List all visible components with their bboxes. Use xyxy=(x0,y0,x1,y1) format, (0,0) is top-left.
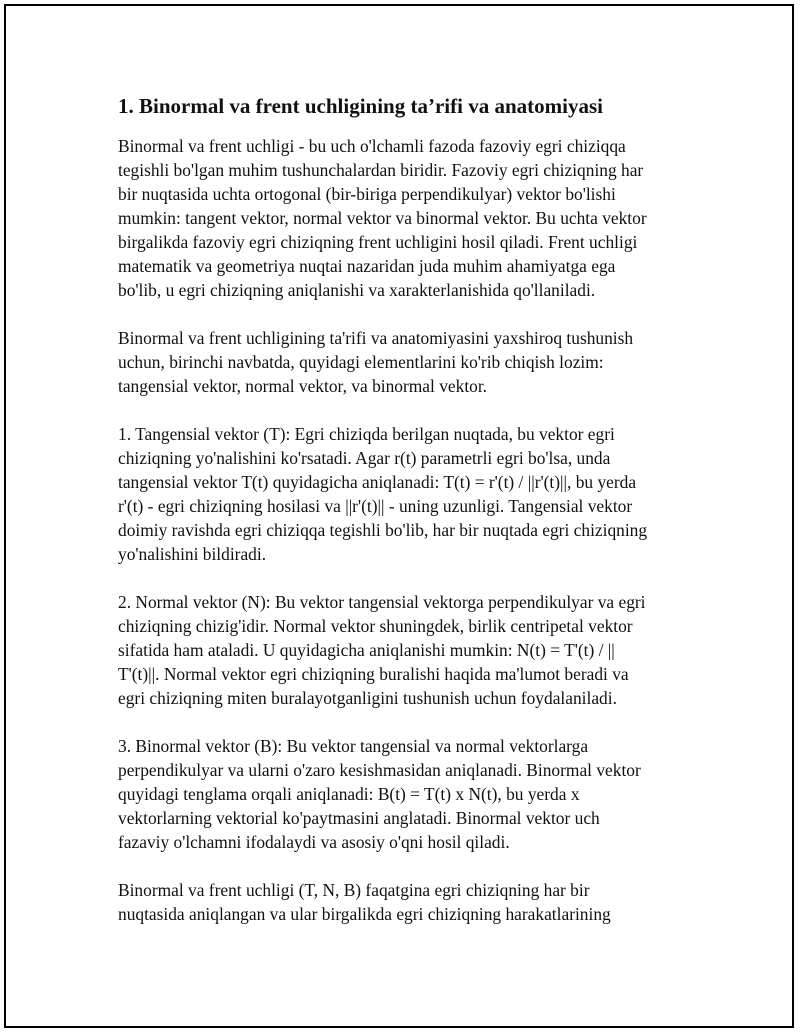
text-line: Binormal va frent uchligining ta'rifi va anatomiyasini yaxshiroq tushunish xyxy=(118,328,634,348)
text-line: 3. Binormal vektor (B): Bu vektor tangensial va normal vektorlarga xyxy=(118,736,589,756)
text-line: bir nuqtasida uchta ortogonal (bir-biriga perpendikulyar) vektor bo'lishi xyxy=(118,184,616,204)
paragraph-elements xyxy=(118,326,686,398)
text-line: fazaviy o'lchamni ifodalaydi va asosiy o'qni hosil qiladi. xyxy=(118,832,510,852)
paragraph-binormal-vector xyxy=(118,734,686,854)
text-line: r'(t) - egri chiziqning hosilasi va ||r'(t)|| - uning uzunligi. Tangensial vektor xyxy=(118,496,633,516)
text-line: doimiy ravishda egri chiziqqa tegishli bo'lib, har bir nuqtada egri chiziqning xyxy=(118,520,648,540)
text-line: yo'nalishini bildiradi. xyxy=(118,544,267,564)
paragraph-tangent-vector xyxy=(118,422,686,566)
section-heading: 1. Binormal va frent uchligining ta’rifi va anatomiyasi xyxy=(118,94,603,118)
text-line: quyidagi tenglama orqali aniqlanadi: B(t) = T(t) x N(t), bu yerda x xyxy=(118,784,580,804)
text-line: sifatida ham ataladi. U quyidagicha aniqlanishi mumkin: N(t) = T'(t) / || xyxy=(118,640,615,660)
paragraph-intro xyxy=(118,134,686,302)
text-line: vektorlarning vektorial ko'paytmasini anglatadi. Binormal vektor uch xyxy=(118,808,600,828)
text-line: uchun, birinchi navbatda, quyidagi elementlarini ko'rib chiqish lozim: xyxy=(118,352,604,372)
text-line: chiziqning chizig'idir. Normal vektor shuningdek, birlik centripetal vektor xyxy=(118,616,633,636)
text-line: 2. Normal vektor (N): Bu vektor tangensial vektorga perpendikulyar va egri xyxy=(118,592,646,612)
paragraph-normal-vector xyxy=(118,590,686,710)
text-line: perpendikulyar va ularni o'zaro kesishmasidan aniqlanadi. Binormal vektor xyxy=(118,760,641,780)
text-line: birgalikda fazoviy egri chiziqning frent uchligini hosil qiladi. Frent uchligi xyxy=(118,232,638,252)
text-line: nuqtasida aniqlangan va ular birgalikda egri chiziqning harakatlarining xyxy=(118,904,611,924)
text-line: Binormal va frent uchligi - bu uch o'lchamli fazoda fazoviy egri chiziqqa xyxy=(118,136,626,156)
text-line: egri chiziqning miten buralayotganligini tushunish uchun foydalaniladi. xyxy=(118,688,617,708)
text-line: tegishli bo'lgan muhim tushunchalardan biridir. Fazoviy egri chiziqning har xyxy=(118,160,644,180)
text-line: tangensial vektor T(t) quyidagicha aniqlanadi: T(t) = r'(t) / ||r'(t)||, bu yerda xyxy=(118,472,637,492)
text-line: matematik va geometriya nuqtai nazaridan juda muhim ahamiyatga ega xyxy=(118,256,616,276)
text-line: bo'lib, u egri chiziqning aniqlanishi va xarakterlanishida qo'llaniladi. xyxy=(118,280,596,300)
text-line: mumkin: tangent vektor, normal vektor va binormal vektor. Bu uchta vektor xyxy=(118,208,647,228)
text-line: Binormal va frent uchligi (T, N, B) faqatgina egri chiziqning har bir xyxy=(118,880,590,900)
text-line: tangensial vektor, normal vektor, va binormal vektor. xyxy=(118,376,488,396)
paragraph-frenet-summary xyxy=(118,878,686,926)
document-body xyxy=(118,92,686,950)
text-line: chiziqning yo'nalishini ko'rsatadi. Agar r(t) parametrli egri bo'lsa, unda xyxy=(118,448,611,468)
text-line: 1. Tangensial vektor (T): Egri chiziqda berilgan nuqtada, bu vektor egri xyxy=(118,424,615,444)
text-line: T'(t)||. Normal vektor egri chiziqning buralishi haqida ma'lumot beradi va xyxy=(118,664,629,684)
